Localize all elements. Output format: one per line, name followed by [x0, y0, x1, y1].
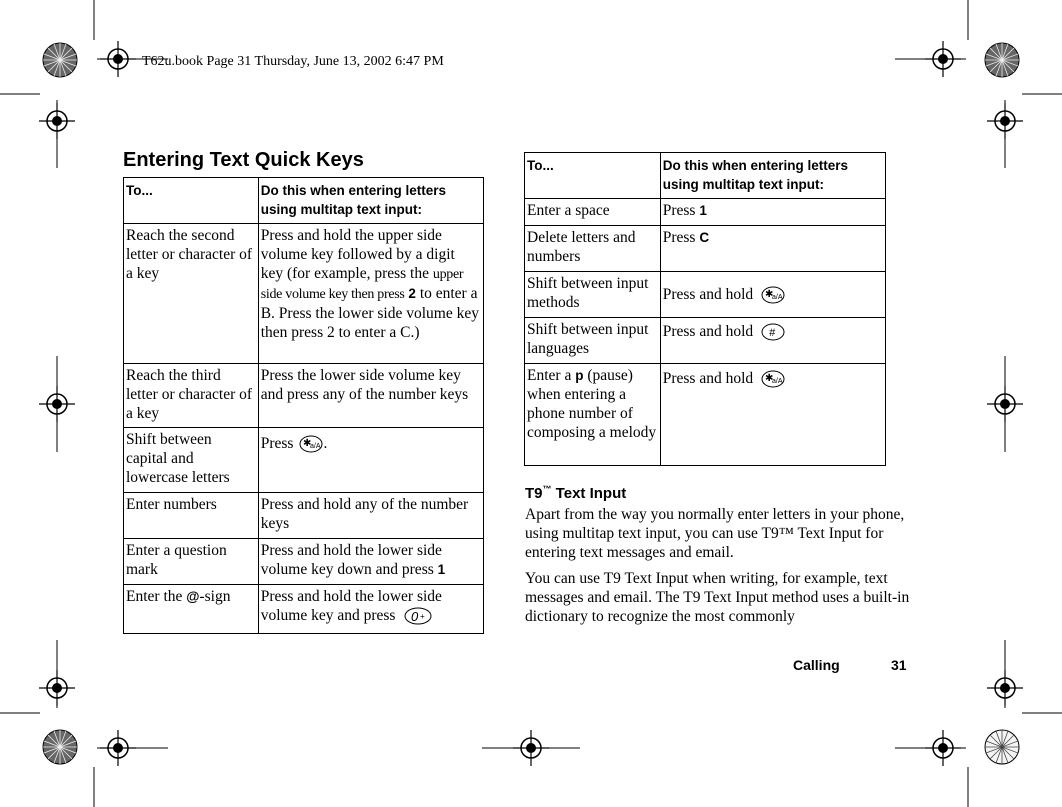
star-a-key-icon [761, 286, 785, 304]
svg-text:✱: ✱ [765, 373, 774, 385]
svg-text:+: + [420, 612, 426, 622]
svg-text:✱: ✱ [765, 289, 774, 301]
table-row [124, 585, 484, 634]
row-instruction: Press and hold any of the number keys [258, 493, 483, 539]
row-instruction: Press and hold the lower side volume key and press 0 + [258, 585, 483, 634]
digit-key-label: 1 [699, 203, 707, 218]
digit-key-label: 2 [408, 286, 416, 301]
row-action: Enter numbers [124, 493, 259, 539]
table-row [124, 493, 484, 539]
table-row [124, 428, 484, 493]
row-action: Enter a space [525, 199, 661, 226]
row-instruction: Press and hold the lower side volume key down and press 1 [258, 539, 483, 585]
pause-key-label: p [575, 368, 584, 383]
row-instruction: Press and hold ✱ a/A [660, 364, 885, 466]
header-col-to: To... [525, 153, 661, 199]
t9-paragraph-1: Apart from the way you normally enter letters in your phone, using multitap text input, you can use T9™ Text Input for entering text messages and email. [525, 506, 905, 561]
table-row [525, 272, 886, 318]
row-action: Shift between input methods [525, 272, 661, 318]
star-a-key-icon [299, 435, 323, 453]
zero-plus-key-icon [403, 607, 433, 625]
row-action: Reach the second letter or character of a key [124, 224, 259, 364]
row-action: Enter a p (pause) when entering a phone number of composing a melody [525, 364, 661, 466]
table-row [124, 224, 484, 364]
table-row [124, 364, 484, 428]
hash-key-icon [761, 323, 785, 341]
row-instruction: Press and hold the upper side volume key followed by a digit key (for example, press the upper side volume key then press 2 to enter a B. Press the lower side volume key then press 2 to enter a C.) [258, 224, 483, 364]
right-quick-keys-table [524, 152, 886, 466]
row-action: Shift between input languages [525, 318, 661, 364]
book-header-line: T62u.book Page 31 Thursday, June 13, 2002 6:47 PM [142, 54, 444, 69]
row-instruction: Press C [660, 226, 885, 272]
t9-heading: T9™ Text Input [525, 484, 627, 502]
svg-text:✱: ✱ [303, 438, 312, 450]
row-action: Reach the third letter or character of a key [124, 364, 259, 428]
header-col-do: Do this when entering letters using multitap text input: [258, 178, 483, 224]
row-action: Delete letters and numbers [525, 226, 661, 272]
row-instruction: Press ✱ a/A . [258, 428, 483, 493]
footer-page-number: 31 [891, 657, 907, 673]
left-quick-keys-table [123, 177, 484, 634]
row-instruction: Press and hold ✱ a/A [660, 272, 885, 318]
table-row [525, 364, 886, 466]
svg-text:a/A: a/A [310, 443, 321, 451]
clear-key-label: C [699, 230, 710, 245]
table-row [525, 226, 886, 272]
header-col-to: To... [124, 178, 259, 224]
header-col-do: Do this when entering letters using multitap text input: [660, 153, 885, 199]
row-instruction: Press 1 [660, 199, 885, 226]
footer-section-name: Calling [793, 657, 840, 673]
svg-text:0: 0 [411, 609, 419, 625]
svg-text:#: # [769, 327, 776, 340]
row-instruction: Press the lower side volume key and press any of the number keys [258, 364, 483, 428]
table-header-row [124, 178, 484, 224]
svg-text:a/A: a/A [772, 378, 783, 386]
svg-text:a/A: a/A [772, 294, 783, 302]
row-action: Enter a question mark [124, 539, 259, 585]
at-key-label: @ [186, 589, 200, 604]
t9-paragraph-2: You can use T9 Text Input when writing, for example, text messages and email. The T9 Text Input method uses a built-in dictionary to recognize the most commonly [525, 570, 910, 625]
section-title: Entering Text Quick Keys [123, 149, 364, 171]
star-a-key-icon [761, 370, 785, 388]
row-action: Enter the @-sign [124, 585, 259, 634]
digit-key-label: 1 [437, 562, 446, 577]
table-header-row [525, 153, 886, 199]
table-row [124, 539, 484, 585]
row-instruction: Press and hold # [660, 318, 885, 364]
row-action: Shift between capital and lowercase letters [124, 428, 259, 493]
table-row [525, 199, 886, 226]
table-row [525, 318, 886, 364]
